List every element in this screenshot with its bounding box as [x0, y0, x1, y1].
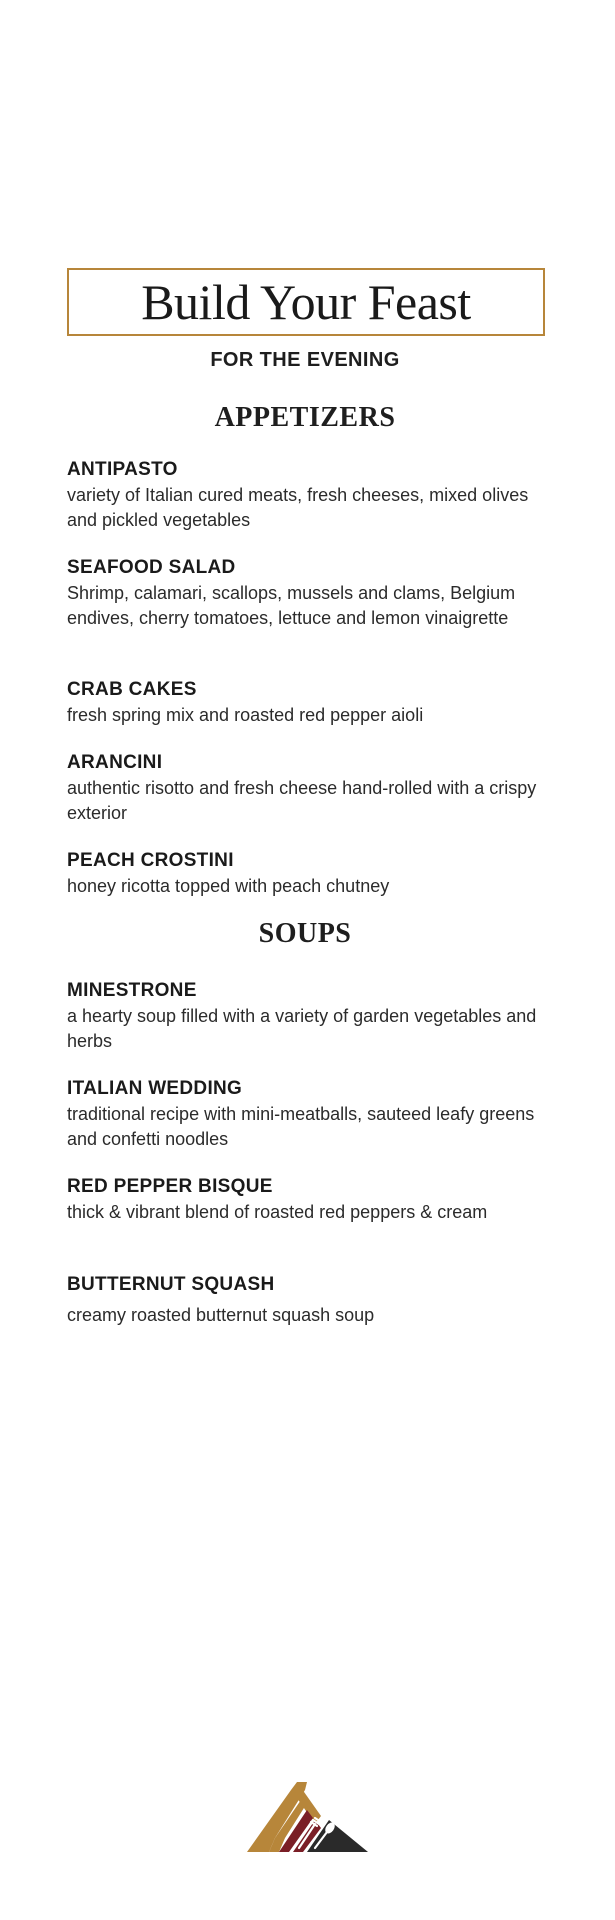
item-description: Shrimp, calamari, scallops, mussels and clams, Belgium endives, cherry tomatoes, lettuce and lemon vinaigrette: [67, 583, 516, 628]
page-subtitle: FOR THE EVENING: [210, 349, 400, 371]
item-description: creamy roasted butternut squash soup: [67, 1305, 375, 1325]
item-description: honey ricotta topped with peach chutney: [67, 876, 390, 896]
item-name: MINESTRONE: [67, 980, 197, 1001]
item-description: authentic risotto and fresh cheese hand-rolled with a crispy exterior: [67, 778, 537, 823]
item-name: ANTIPASTO: [67, 459, 178, 480]
item-description: a hearty soup filled with a variety of garden vegetables and herbs: [67, 1006, 537, 1051]
menu-item-antipasto: [67, 458, 551, 532]
menu-item-butternut-squash: [67, 1273, 551, 1328]
item-name: RED PEPPER BISQUE: [67, 1176, 273, 1197]
mountain-utensils-logo-icon: [245, 1782, 370, 1854]
item-name: BUTTERNUT SQUASH: [67, 1274, 275, 1295]
item-name: SEAFOOD SALAD: [67, 557, 236, 578]
menu-item-peach-crostini: [67, 849, 551, 899]
section-heading-appetizers: APPETIZERS: [214, 402, 396, 433]
menu-item-seafood-salad: [67, 556, 551, 630]
item-name: PEACH CROSTINI: [67, 850, 234, 871]
section-heading-soups: SOUPS: [258, 918, 352, 949]
item-description: variety of Italian cured meats, fresh cheeses, mixed olives and pickled vegetables: [67, 485, 529, 530]
item-description: traditional recipe with mini-meatballs, sauteed leafy greens and confetti noodles: [67, 1104, 535, 1149]
page-title: Build Your Feast: [141, 274, 471, 330]
menu-item-red-pepper-bisque: [67, 1175, 551, 1225]
menu-item-crab-cakes: [67, 678, 551, 728]
item-name: ARANCINI: [67, 752, 163, 773]
title-frame: [67, 268, 545, 336]
menu-item-minestrone: [67, 979, 551, 1053]
item-name: CRAB CAKES: [67, 679, 197, 700]
item-name: ITALIAN WEDDING: [67, 1078, 243, 1099]
item-description: fresh spring mix and roasted red pepper aioli: [67, 705, 424, 725]
item-description: thick & vibrant blend of roasted red peppers & cream: [67, 1202, 488, 1222]
menu-item-arancini: [67, 751, 551, 825]
menu-item-italian-wedding: [67, 1077, 551, 1151]
